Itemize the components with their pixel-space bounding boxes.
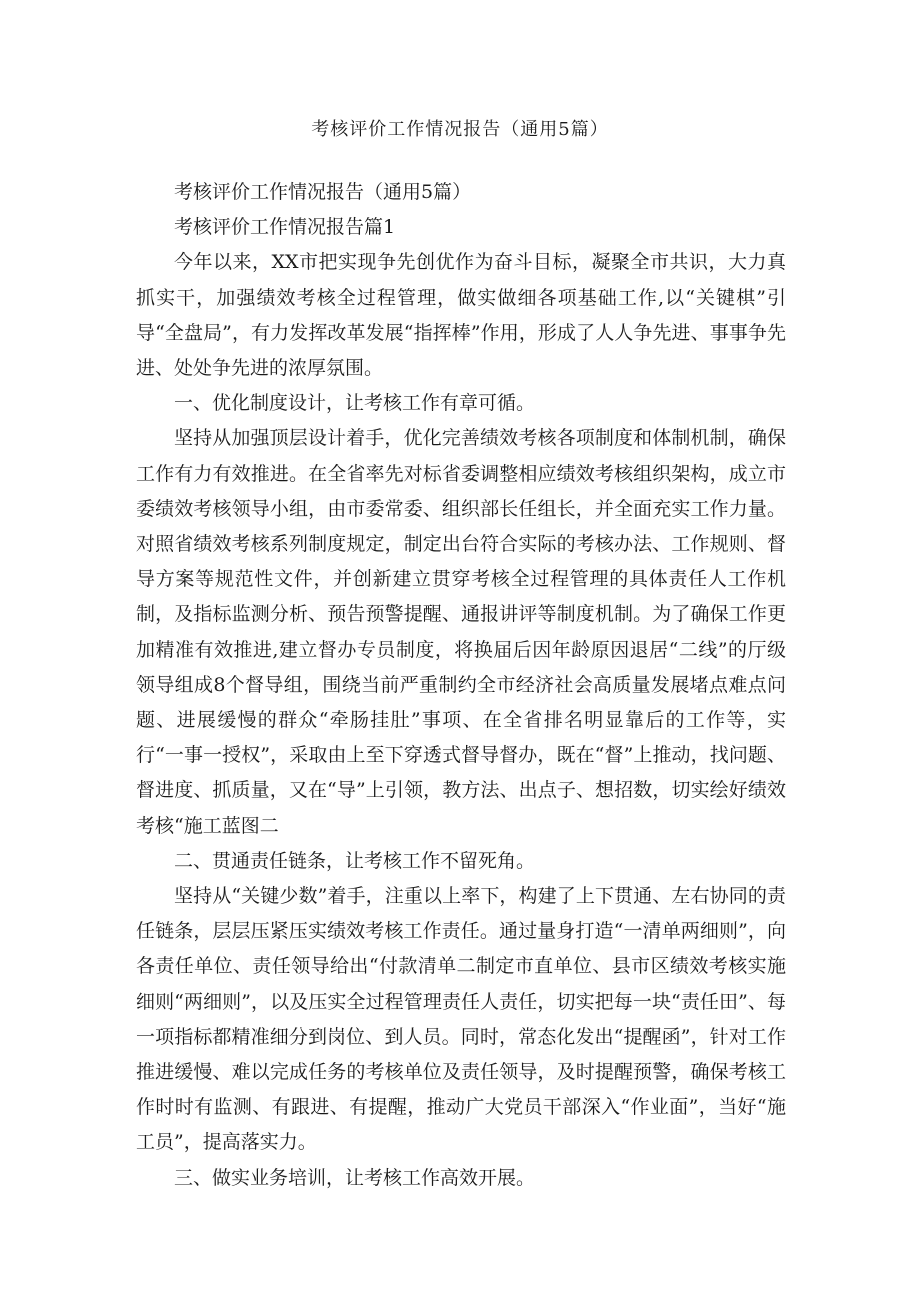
document-title: 考核评价工作情况报告（通用5篇）	[311, 119, 609, 140]
section-heading-3: 三、做实业务培训，让考核工作高效开展。	[174, 1166, 536, 1189]
chapter-heading: 考核评价工作情况报告篇1	[174, 216, 396, 239]
intro-paragraph: 今年以来，XX市把实现争先创优作为奋斗目标，凝聚全市共识，大力真抓实干，加强绩效考核全过程管理，做实做细各项基础工作,以“关键棋”引导“全盘局”，有力发挥改革发展“指挥棒”作用，形成了人人争先进、事事争先进、处处争先进的浓厚氛围。	[136, 251, 786, 380]
section-paragraph-1: 坚持从加强顶层设计着手，优化完善绩效考核各项制度和体制机制，确保工作有力有效推进。在全省率先对标省委调整相应绩效考核组织架构，成立市委绩效考核领导小组，由市委常委、组织部长任组长，并全面充实工作力量。对照省绩效考核系列制度规定，制定出台符合实际的考核办法、工作规则、督导方案等规范性文件，并创新建立贯穿考核全过程管理的具体责任人工作机制，及指标监测分析、预告预警提醒、通报讲评等制度机制。为了确保工作更加精准有效推进,建立督办专员制度，将换届后因年龄原因退居“二线”的厅级领导组成8个督导组，围绕当前严重制约全市经济社会高质量发展堵点难点问题、进展缓慢的群众“牵肠挂肚”事项、在全省排名明显靠后的工作等，实行“一事一授权”，采取由上至下穿透式督导督办，既在“督”上推动，找问题、督进度、抓质量，又在“导”上引领，教方法、出点子、想招数，切实绘好绩效考核“施工蓝图二	[136, 427, 786, 837]
subtitle-paragraph: 考核评价工作情况报告（通用5篇）	[174, 181, 472, 203]
section-heading-1: 一、优化制度设计，让考核工作有章可循。	[174, 392, 536, 415]
section-heading-2: 二、贯通责任链条，让考核工作不留死角。	[174, 849, 536, 872]
document-body	[136, 175, 786, 1196]
section-paragraph-2: 坚持从“关键少数”着手，注重以上率下，构建了上下贯通、左右协同的责任链条，层层压紧压实绩效考核工作责任。通过量身打造“一清单两细则”，向各责任单位、责任领导给出“付款清单二制定市直单位、县市区绩效考核实施细则“两细则”，以及压实全过程管理责任人责任，切实把每一块“责任田”、每一项指标都精准细分到岗位、到人员。同时，常态化发出“提醒函”，针对工作推进缓慢、难以完成任务的考核单位及责任领导，及时提醒预警，确保考核工作时时有监测、有跟进、有提醒，推动广大党员干部深入“作业面”，当好“施工员”，提高落实力。	[136, 885, 786, 1154]
